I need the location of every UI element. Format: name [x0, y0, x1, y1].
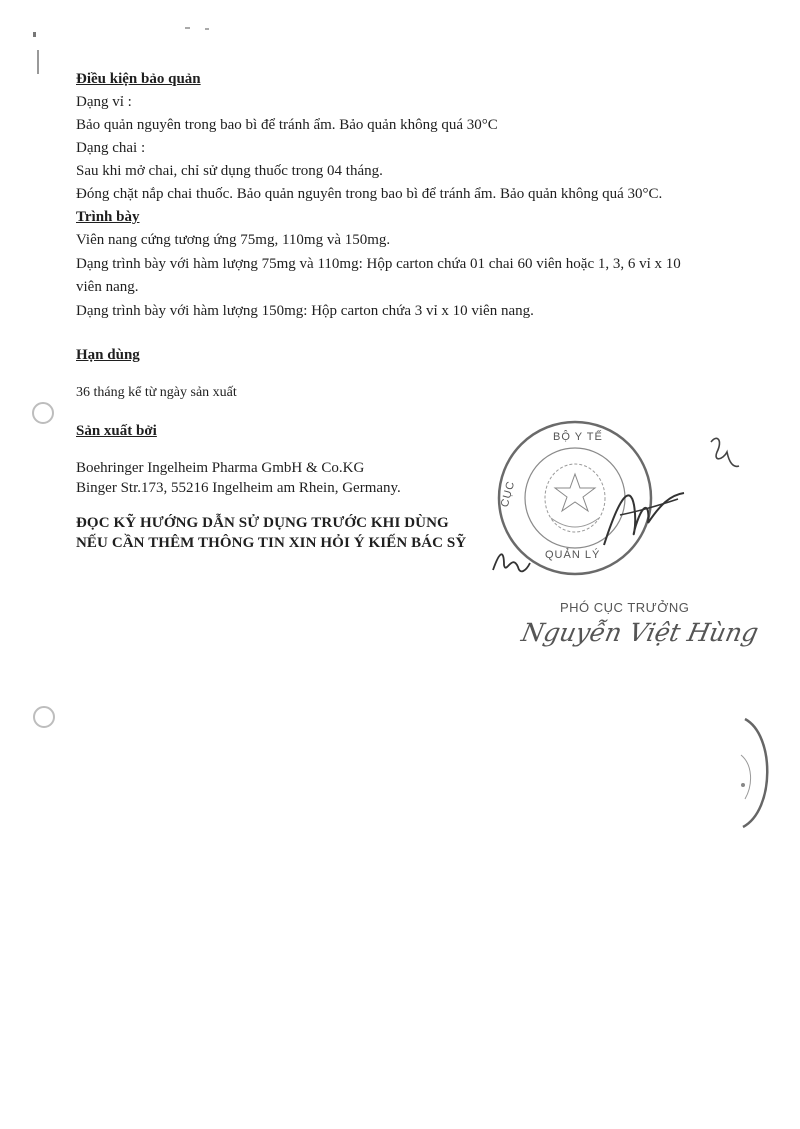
signatory-name: Nguyễn Việt Hùng	[518, 618, 762, 647]
shelf-life-heading: Hạn dùng	[76, 347, 140, 363]
blister-storage-text: Bảo quản nguyên trong bao bì để tránh ẩm. Bảo quản không quá 30°C	[76, 117, 498, 133]
manufacturer-name: Boehringer Ingelheim Pharma GmbH & Co.KG	[76, 460, 365, 476]
presentation-heading: Trình bày	[76, 209, 140, 225]
initials-mark	[490, 545, 535, 580]
stamp-top-text: BỘ Y TẾ	[553, 431, 603, 443]
punch-hole	[32, 402, 54, 424]
scan-mark	[205, 28, 209, 30]
presentation-line: Viên nang cứng tương ứng 75mg, 110mg và 150mg.	[76, 232, 391, 248]
presentation-line: Dạng trình bày với hàm lượng 150mg: Hộp carton chứa 3 vỉ x 10 viên nang.	[76, 303, 534, 319]
manufacturer-heading: Sản xuất bởi	[76, 423, 157, 439]
blister-label: Dạng vỉ :	[76, 94, 132, 110]
manufacturer-address: Binger Str.173, 55216 Ingelheim am Rhein, Germany.	[76, 480, 401, 496]
presentation-line: viên nang.	[76, 279, 139, 295]
punch-hole	[33, 706, 55, 728]
presentation-line: Dạng trình bày với hàm lượng 75mg và 110mg: Hộp carton chứa 01 chai 60 viên hoặc 1, 3, 6 vỉ x 10	[76, 256, 681, 272]
handwritten-signature	[600, 475, 690, 555]
scan-mark	[33, 32, 36, 37]
shelf-life-text: 36 tháng kể từ ngày sản xuất	[76, 385, 237, 400]
stamp-left-text: CỤC	[498, 479, 518, 509]
margin-initials	[705, 430, 745, 475]
bottle-label: Dạng chai :	[76, 140, 146, 156]
scan-mark	[185, 27, 190, 29]
storage-heading: Điều kiện bảo quản	[76, 71, 201, 87]
partial-stamp-edge	[725, 715, 800, 830]
scan-mark	[37, 50, 39, 74]
bottle-storage-text: Đóng chặt nắp chai thuốc. Bảo quản nguyên trong bao bì để tránh ẩm. Bảo quản không quá 30°C.	[76, 186, 663, 202]
signatory-title: PHÓ CỤC TRƯỞNG	[560, 600, 690, 615]
stamp-bottom-text: QUẢN LÝ	[545, 549, 601, 561]
warning-line: ĐỌC KỸ HƯỚNG DẪN SỬ DỤNG TRƯỚC KHI DÙNG	[76, 515, 449, 531]
bottle-usage-text: Sau khi mở chai, chỉ sử dụng thuốc trong 04 tháng.	[76, 163, 383, 179]
warning-line: NẾU CẦN THÊM THÔNG TIN XIN HỎI Ý KIẾN BÁC SỸ	[76, 535, 467, 551]
